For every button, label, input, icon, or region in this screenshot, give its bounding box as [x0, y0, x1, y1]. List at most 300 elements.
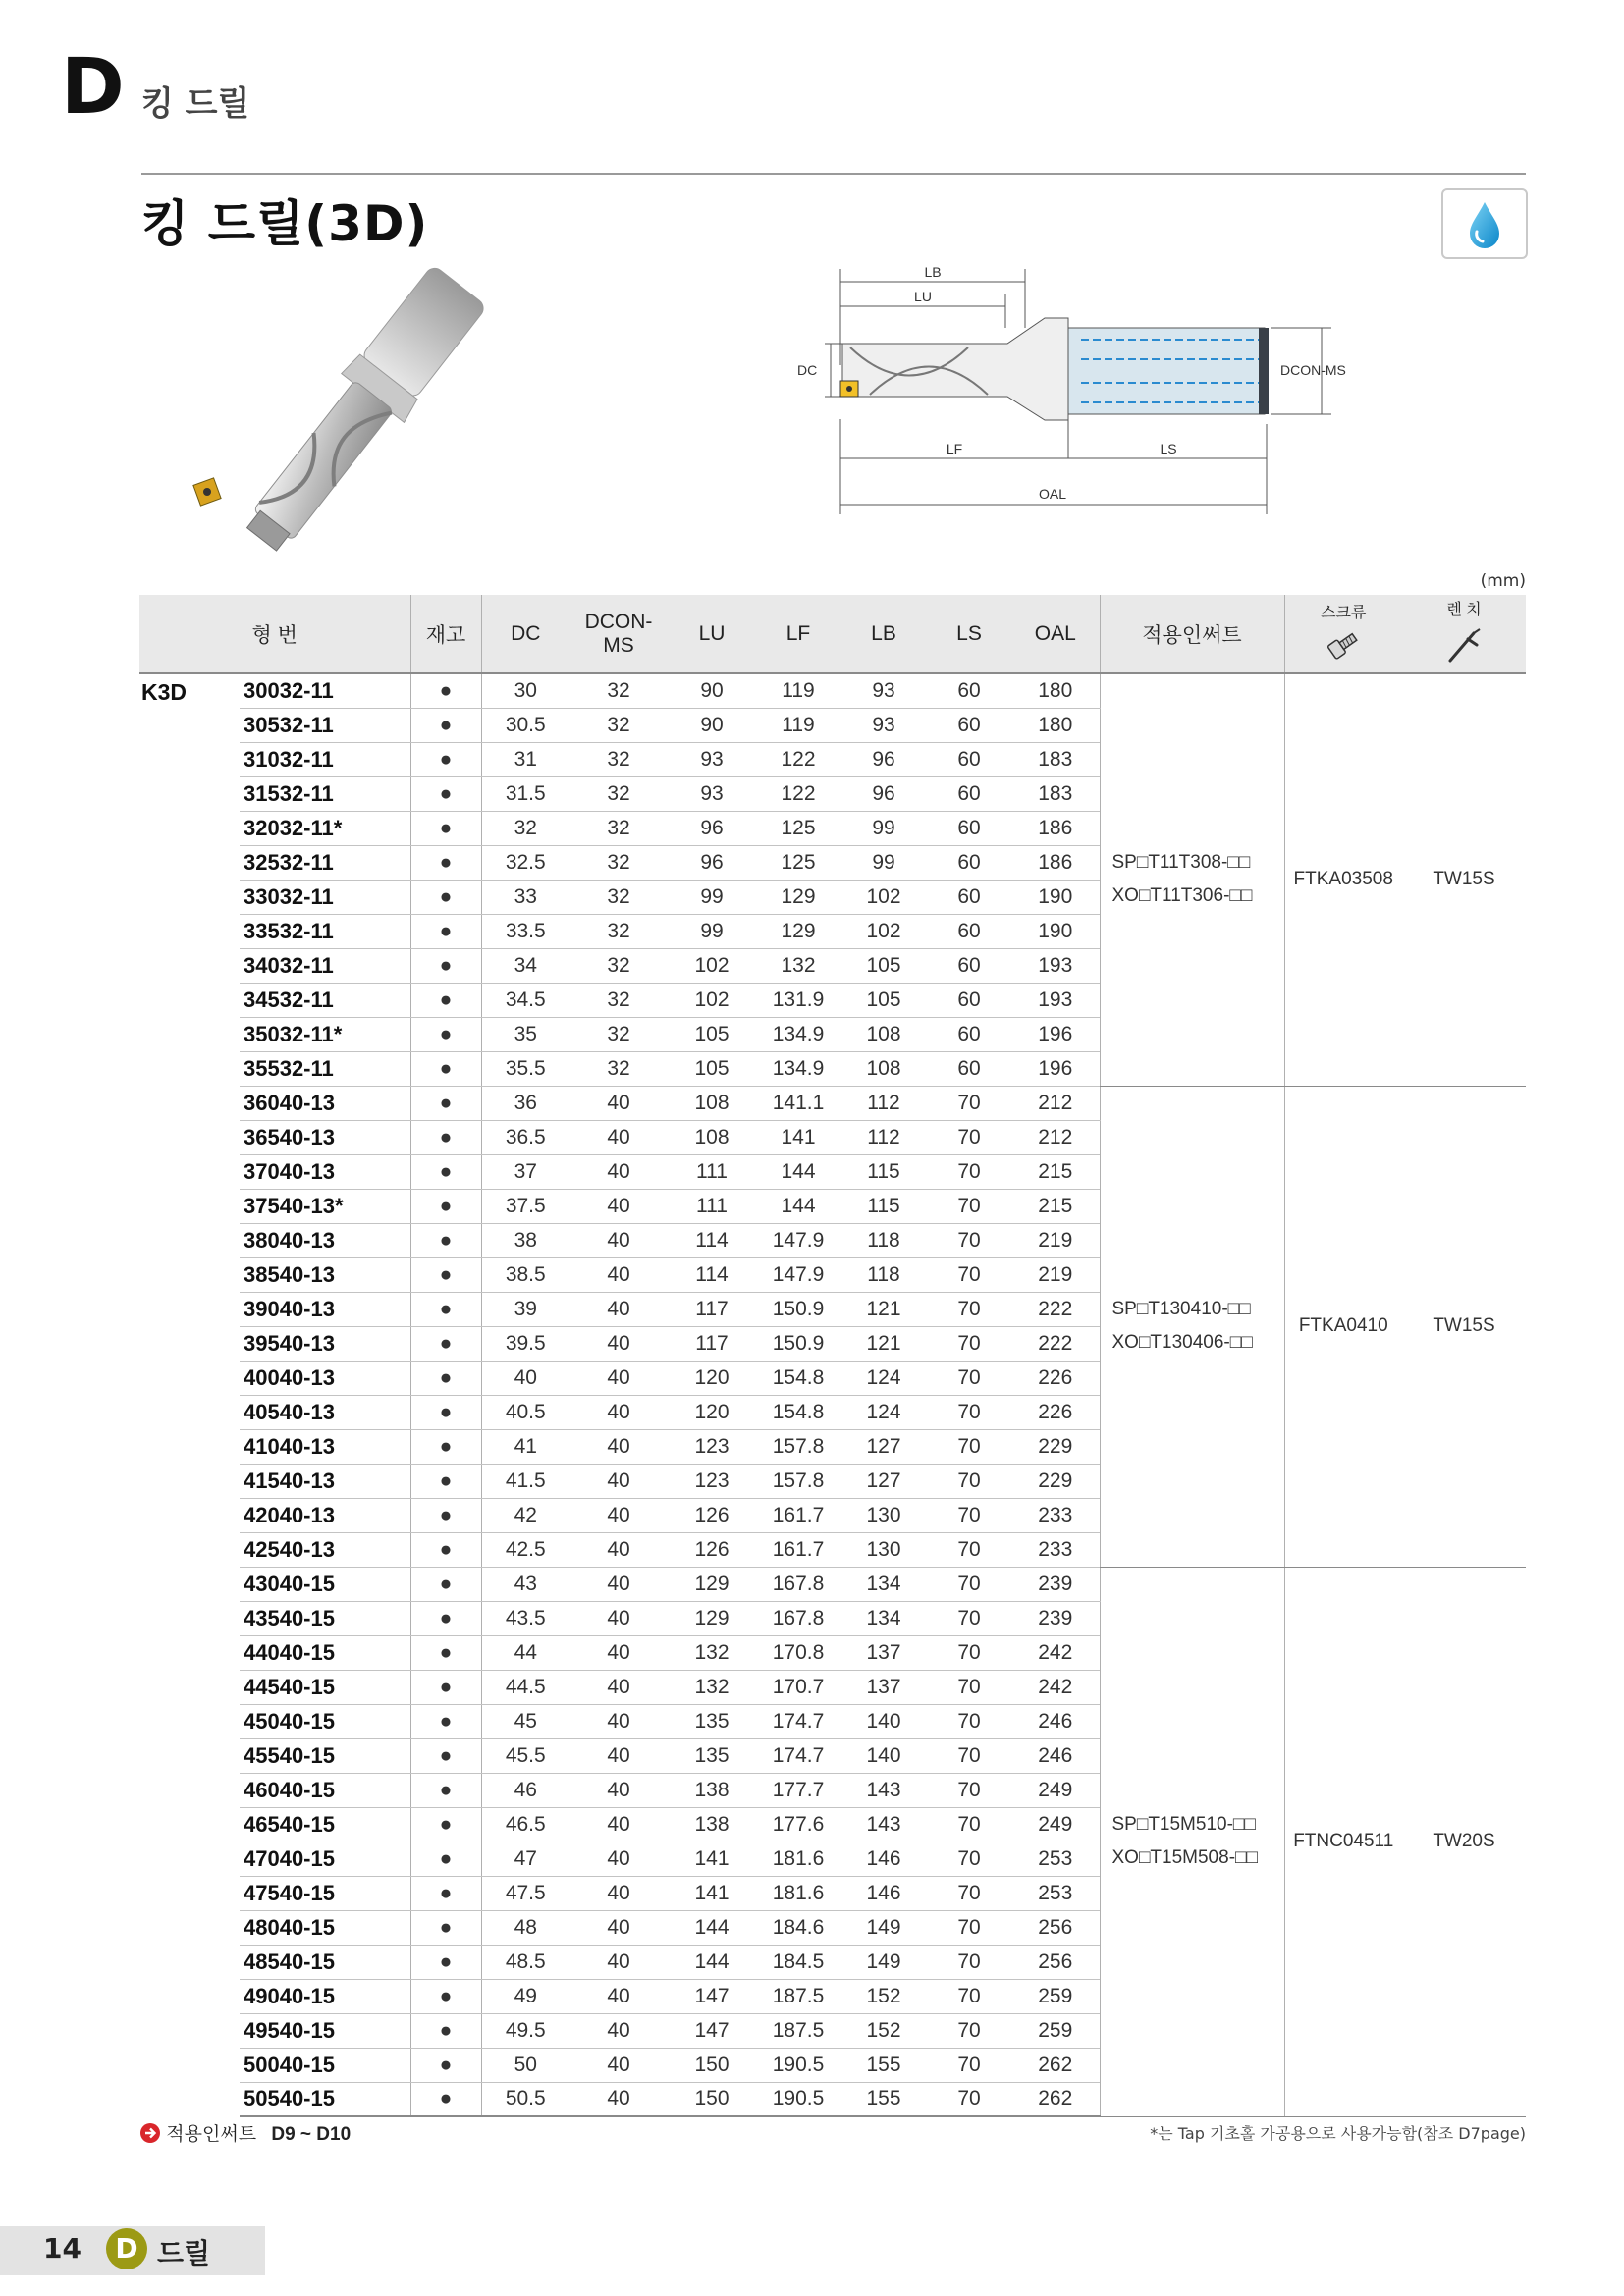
lf-value: 134.9: [756, 1017, 840, 1051]
lb-value: 105: [840, 983, 927, 1017]
dc-value: 43: [481, 1567, 569, 1601]
ls-value: 70: [927, 1498, 1011, 1532]
series-prefix: K3D: [141, 679, 188, 705]
dim-lu-label: LU: [914, 289, 932, 304]
lb-value: 130: [840, 1532, 927, 1567]
lf-value: 170.8: [756, 1635, 840, 1670]
unit-label: (mm): [1480, 571, 1526, 591]
ls-value: 70: [927, 1601, 1011, 1635]
dcon-ms-value: 40: [569, 1773, 668, 1807]
ls-value: 70: [927, 1120, 1011, 1154]
ls-value: 70: [927, 2082, 1011, 2116]
oal-value: 259: [1011, 1979, 1100, 2013]
dcon-ms-value: 40: [569, 1979, 668, 2013]
lf-value: 129: [756, 880, 840, 914]
lu-value: 132: [668, 1670, 756, 1704]
ls-value: 70: [927, 2048, 1011, 2082]
lb-value: 137: [840, 1670, 927, 1704]
dim-lb-label: LB: [924, 264, 942, 280]
stock-indicator: ●: [410, 811, 481, 845]
lf-value: 161.7: [756, 1532, 840, 1567]
model-code: 31532-11: [240, 776, 410, 811]
dc-value: 42.5: [481, 1532, 569, 1567]
dc-value: 36: [481, 1086, 569, 1120]
oal-value: 183: [1011, 742, 1100, 776]
screw-code: FTKA0410: [1284, 1086, 1402, 1567]
lb-value: 99: [840, 811, 927, 845]
oal-value: 233: [1011, 1498, 1100, 1532]
lb-value: 149: [840, 1945, 927, 1979]
ls-value: 70: [927, 1567, 1011, 1601]
lf-value: 161.7: [756, 1498, 840, 1532]
spec-table-body: [139, 673, 1526, 2116]
lu-value: 111: [668, 1189, 756, 1223]
dcon-ms-value: 32: [569, 673, 668, 708]
ls-value: 70: [927, 1704, 1011, 1738]
oal-value: 249: [1011, 1773, 1100, 1807]
lu-value: 126: [668, 1532, 756, 1567]
model-code: 45040-15: [240, 1704, 410, 1738]
water-drop-icon: [1443, 190, 1526, 257]
lu-value: 138: [668, 1773, 756, 1807]
table-header-row: [139, 595, 1526, 673]
lu-value: 102: [668, 948, 756, 983]
stock-indicator: ●: [410, 1292, 481, 1326]
lu-value: 144: [668, 1910, 756, 1945]
oal-value: 190: [1011, 914, 1100, 948]
lb-value: 96: [840, 776, 927, 811]
lu-value: 90: [668, 708, 756, 742]
stock-indicator: ●: [410, 1120, 481, 1154]
dim-dcon-label: DCON-MS: [1280, 362, 1346, 378]
lb-value: 112: [840, 1120, 927, 1154]
ls-value: 70: [927, 1223, 1011, 1257]
stock-indicator: ●: [410, 845, 481, 880]
lf-value: 154.8: [756, 1361, 840, 1395]
stock-indicator: ●: [410, 1189, 481, 1223]
dc-value: 49: [481, 1979, 569, 2013]
oal-value: 190: [1011, 880, 1100, 914]
lb-value: 146: [840, 1842, 927, 1876]
oal-value: 226: [1011, 1395, 1100, 1429]
drill-product-image: [177, 257, 550, 561]
lf-value: 150.9: [756, 1326, 840, 1361]
model-code: 34532-11: [240, 983, 410, 1017]
lb-value: 130: [840, 1498, 927, 1532]
ls-value: 60: [927, 708, 1011, 742]
table-row: [139, 1086, 1526, 1120]
section-letter: D: [61, 43, 125, 132]
dc-value: 32: [481, 811, 569, 845]
dcon-ms-value: 40: [569, 1601, 668, 1635]
header-divider: [141, 173, 1526, 175]
stock-indicator: ●: [410, 742, 481, 776]
stock-indicator: ●: [410, 1807, 481, 1842]
model-code: 48040-15: [240, 1910, 410, 1945]
ls-value: 70: [927, 1464, 1011, 1498]
model-code: 30532-11: [240, 708, 410, 742]
model-code: 39540-13: [240, 1326, 410, 1361]
dcon-ms-value: 40: [569, 1429, 668, 1464]
lb-value: 102: [840, 914, 927, 948]
screw-icon: [1324, 628, 1363, 662]
ls-value: 70: [927, 1326, 1011, 1361]
lf-value: 141.1: [756, 1086, 840, 1120]
dcon-ms-value: 40: [569, 1670, 668, 1704]
dc-value: 32.5: [481, 845, 569, 880]
model-code: 31032-11: [240, 742, 410, 776]
dc-value: 30: [481, 673, 569, 708]
dim-ls-label: LS: [1160, 441, 1177, 456]
lu-value: 93: [668, 776, 756, 811]
stock-indicator: ●: [410, 1670, 481, 1704]
model-code: 33032-11: [240, 880, 410, 914]
lu-value: 126: [668, 1498, 756, 1532]
dcon-ms-value: 40: [569, 1395, 668, 1429]
insert-code: SP□T15M510-□□: [1111, 1814, 1256, 1835]
ls-value: 70: [927, 1842, 1011, 1876]
oal-value: 253: [1011, 1876, 1100, 1910]
ls-value: 60: [927, 673, 1011, 708]
section-name: 킹 드릴: [141, 84, 250, 124]
header-dcon-ms: DCON-MS: [569, 595, 668, 673]
dc-value: 39: [481, 1292, 569, 1326]
lf-value: 150.9: [756, 1292, 840, 1326]
dcon-ms-value: 40: [569, 1842, 668, 1876]
ls-value: 70: [927, 1979, 1011, 2013]
lf-value: 122: [756, 776, 840, 811]
model-code: 40040-13: [240, 1361, 410, 1395]
lb-value: 152: [840, 1979, 927, 2013]
stock-indicator: ●: [410, 673, 481, 708]
lu-value: 117: [668, 1292, 756, 1326]
dc-value: 39.5: [481, 1326, 569, 1361]
lf-value: 177.6: [756, 1807, 840, 1842]
model-code: 46540-15: [240, 1807, 410, 1842]
model-code: 37040-13: [240, 1154, 410, 1189]
dcon-ms-value: 40: [569, 1086, 668, 1120]
lb-value: 118: [840, 1257, 927, 1292]
lf-value: 144: [756, 1189, 840, 1223]
stock-indicator: ●: [410, 1910, 481, 1945]
dcon-ms-value: 32: [569, 845, 668, 880]
lu-value: 147: [668, 1979, 756, 2013]
stock-indicator: ●: [410, 2048, 481, 2082]
model-code: 34032-11: [240, 948, 410, 983]
oal-value: 239: [1011, 1601, 1100, 1635]
lb-value: 115: [840, 1189, 927, 1223]
ls-value: 60: [927, 1051, 1011, 1086]
dim-dc-label: DC: [797, 362, 818, 378]
dc-value: 46: [481, 1773, 569, 1807]
applicable-inserts: [1100, 1086, 1284, 1567]
ls-value: 70: [927, 1361, 1011, 1395]
header-lb: LB: [840, 595, 927, 673]
dcon-ms-value: 40: [569, 1223, 668, 1257]
model-code: 44540-15: [240, 1670, 410, 1704]
ls-value: 70: [927, 1773, 1011, 1807]
lu-value: 123: [668, 1464, 756, 1498]
lb-value: 149: [840, 1910, 927, 1945]
lb-value: 127: [840, 1429, 927, 1464]
stock-indicator: ●: [410, 1326, 481, 1361]
dim-lf-label: LF: [946, 441, 963, 456]
dc-value: 48: [481, 1910, 569, 1945]
stock-indicator: ●: [410, 948, 481, 983]
oal-value: 215: [1011, 1154, 1100, 1189]
stock-indicator: ●: [410, 1154, 481, 1189]
page-section-badge: D: [106, 2228, 147, 2269]
oal-value: 256: [1011, 1945, 1100, 1979]
dcon-ms-value: 40: [569, 1910, 668, 1945]
lu-value: 117: [668, 1326, 756, 1361]
ls-value: 60: [927, 776, 1011, 811]
model-code: 49040-15: [240, 1979, 410, 2013]
model-code: 50540-15: [240, 2082, 410, 2116]
ls-value: 60: [927, 914, 1011, 948]
dcon-ms-value: 32: [569, 811, 668, 845]
lb-value: 105: [840, 948, 927, 983]
screw-code: FTKA03508: [1284, 673, 1402, 1086]
stock-indicator: ●: [410, 1842, 481, 1876]
page-number: 14: [43, 2232, 81, 2265]
ls-value: 70: [927, 1532, 1011, 1567]
oal-value: 193: [1011, 948, 1100, 983]
header-lf: LF: [756, 595, 840, 673]
ls-value: 70: [927, 1086, 1011, 1120]
lf-value: 131.9: [756, 983, 840, 1017]
dc-value: 50: [481, 2048, 569, 2082]
stock-indicator: ●: [410, 1051, 481, 1086]
dcon-ms-value: 40: [569, 1120, 668, 1154]
dc-value: 44.5: [481, 1670, 569, 1704]
dc-value: 50.5: [481, 2082, 569, 2116]
insert-code: SP□T130410-□□: [1111, 1299, 1251, 1319]
dc-value: 40: [481, 1361, 569, 1395]
arrow-circle-icon: [139, 2122, 161, 2144]
oal-value: 246: [1011, 1738, 1100, 1773]
lf-value: 184.6: [756, 1910, 840, 1945]
stock-indicator: ●: [410, 1429, 481, 1464]
header-screw: [1284, 595, 1402, 673]
lf-value: 134.9: [756, 1051, 840, 1086]
oal-value: 196: [1011, 1051, 1100, 1086]
dc-value: 45.5: [481, 1738, 569, 1773]
oal-value: 180: [1011, 673, 1100, 708]
lf-value: 184.5: [756, 1945, 840, 1979]
model-code: 38040-13: [240, 1223, 410, 1257]
stock-indicator: ●: [410, 2082, 481, 2116]
oal-value: 186: [1011, 811, 1100, 845]
lu-value: 123: [668, 1429, 756, 1464]
lu-value: 135: [668, 1738, 756, 1773]
model-code: 32532-11: [240, 845, 410, 880]
lu-value: 108: [668, 1086, 756, 1120]
stock-indicator: ●: [410, 1635, 481, 1670]
wrench-code: TW15S: [1402, 1086, 1526, 1567]
lf-value: 190.5: [756, 2082, 840, 2116]
oal-value: 196: [1011, 1017, 1100, 1051]
dc-value: 31.5: [481, 776, 569, 811]
model-code: 30032-11: [240, 673, 410, 708]
lf-value: 132: [756, 948, 840, 983]
model-code: 44040-15: [240, 1635, 410, 1670]
lb-value: 99: [840, 845, 927, 880]
table-row: [139, 673, 1526, 708]
model-code: 33532-11: [240, 914, 410, 948]
applicable-inserts: [1100, 1567, 1284, 2116]
lb-value: 96: [840, 742, 927, 776]
dim-oal-label: OAL: [1038, 486, 1067, 502]
ls-value: 70: [927, 1910, 1011, 1945]
oal-value: 256: [1011, 1910, 1100, 1945]
dc-value: 35: [481, 1017, 569, 1051]
lb-value: 155: [840, 2048, 927, 2082]
lb-value: 146: [840, 1876, 927, 1910]
oal-value: 215: [1011, 1189, 1100, 1223]
stock-indicator: ●: [410, 1876, 481, 1910]
model-code: 46040-15: [240, 1773, 410, 1807]
dcon-ms-value: 40: [569, 2082, 668, 2116]
oal-value: 262: [1011, 2082, 1100, 2116]
ls-value: 70: [927, 1429, 1011, 1464]
oal-value: 212: [1011, 1120, 1100, 1154]
stock-indicator: ●: [410, 1773, 481, 1807]
lf-value: 157.8: [756, 1429, 840, 1464]
oal-value: 242: [1011, 1635, 1100, 1670]
dc-value: 41: [481, 1429, 569, 1464]
lb-value: 115: [840, 1154, 927, 1189]
page-section-name: 드릴: [157, 2237, 211, 2269]
model-code: 42540-13: [240, 1532, 410, 1567]
stock-indicator: ●: [410, 1223, 481, 1257]
insert-reference-pages: D9 ~ D10: [271, 2124, 352, 2145]
dcon-ms-value: 40: [569, 1189, 668, 1223]
model-code: 42040-13: [240, 1498, 410, 1532]
ls-value: 70: [927, 1738, 1011, 1773]
model-code: 45540-15: [240, 1738, 410, 1773]
insert-code: XO□T130406-□□: [1111, 1332, 1253, 1353]
ls-value: 60: [927, 983, 1011, 1017]
lf-value: 181.6: [756, 1876, 840, 1910]
lf-value: 119: [756, 673, 840, 708]
oal-value: 212: [1011, 1086, 1100, 1120]
lf-value: 174.7: [756, 1704, 840, 1738]
dcon-ms-value: 40: [569, 1704, 668, 1738]
lu-value: 150: [668, 2082, 756, 2116]
stock-indicator: ●: [410, 1738, 481, 1773]
ls-value: 70: [927, 1945, 1011, 1979]
dc-value: 34: [481, 948, 569, 983]
lb-value: 143: [840, 1773, 927, 1807]
lb-value: 134: [840, 1567, 927, 1601]
stock-indicator: ●: [410, 1086, 481, 1120]
stock-indicator: ●: [410, 983, 481, 1017]
lb-value: 93: [840, 708, 927, 742]
lf-value: 129: [756, 914, 840, 948]
oal-value: 183: [1011, 776, 1100, 811]
oal-value: 253: [1011, 1842, 1100, 1876]
oal-value: 262: [1011, 2048, 1100, 2082]
ls-value: 70: [927, 1635, 1011, 1670]
dimension-diagram: [782, 257, 1371, 522]
lu-value: 135: [668, 1704, 756, 1738]
torx-wrench-icon: [1444, 625, 1484, 665]
dcon-ms-value: 32: [569, 880, 668, 914]
dcon-ms-value: 32: [569, 1051, 668, 1086]
lu-value: 141: [668, 1842, 756, 1876]
lu-value: 108: [668, 1120, 756, 1154]
oal-value: 246: [1011, 1704, 1100, 1738]
lu-value: 90: [668, 673, 756, 708]
dc-value: 30.5: [481, 708, 569, 742]
oal-value: 193: [1011, 983, 1100, 1017]
lf-value: 174.7: [756, 1738, 840, 1773]
header-oal: OAL: [1011, 595, 1100, 673]
lf-value: 125: [756, 811, 840, 845]
wrench-code: TW20S: [1402, 1567, 1526, 2116]
dc-value: 47: [481, 1842, 569, 1876]
ls-value: 60: [927, 845, 1011, 880]
lu-value: 120: [668, 1361, 756, 1395]
lb-value: 108: [840, 1017, 927, 1051]
insert-reference-label: 적용인써트: [166, 2124, 257, 2145]
dcon-ms-value: 32: [569, 1017, 668, 1051]
dc-value: 38.5: [481, 1257, 569, 1292]
stock-indicator: ●: [410, 1361, 481, 1395]
dc-value: 37: [481, 1154, 569, 1189]
insert-reference: [139, 2119, 351, 2146]
lf-value: 157.8: [756, 1464, 840, 1498]
screw-code: FTNC04511: [1284, 1567, 1402, 2116]
oal-value: 219: [1011, 1257, 1100, 1292]
insert-code: XO□T15M508-□□: [1111, 1847, 1258, 1868]
lu-value: 120: [668, 1395, 756, 1429]
lu-value: 129: [668, 1601, 756, 1635]
stock-indicator: ●: [410, 1532, 481, 1567]
lf-value: 167.8: [756, 1567, 840, 1601]
dcon-ms-value: 32: [569, 983, 668, 1017]
dcon-ms-value: 32: [569, 776, 668, 811]
lf-value: 144: [756, 1154, 840, 1189]
stock-indicator: ●: [410, 1945, 481, 1979]
model-code: 36540-13: [240, 1120, 410, 1154]
lb-value: 93: [840, 673, 927, 708]
model-code: 36040-13: [240, 1086, 410, 1120]
lf-value: 154.8: [756, 1395, 840, 1429]
insert-code: SP□T11T308-□□: [1111, 852, 1251, 874]
lu-value: 114: [668, 1257, 756, 1292]
stock-indicator: ●: [410, 1498, 481, 1532]
lf-value: 147.9: [756, 1223, 840, 1257]
model-code: 35532-11: [240, 1051, 410, 1086]
dcon-ms-value: 40: [569, 1498, 668, 1532]
dc-value: 41.5: [481, 1464, 569, 1498]
lu-value: 129: [668, 1567, 756, 1601]
lu-value: 132: [668, 1635, 756, 1670]
dcon-ms-value: 40: [569, 1635, 668, 1670]
stock-indicator: ●: [410, 1601, 481, 1635]
ls-value: 70: [927, 1876, 1011, 1910]
oal-value: 242: [1011, 1670, 1100, 1704]
lb-value: 140: [840, 1738, 927, 1773]
model-code: 41540-13: [240, 1464, 410, 1498]
lu-value: 150: [668, 2048, 756, 2082]
dc-value: 31: [481, 742, 569, 776]
header-dc: DC: [481, 595, 569, 673]
lb-value: 134: [840, 1601, 927, 1635]
lu-value: 138: [668, 1807, 756, 1842]
